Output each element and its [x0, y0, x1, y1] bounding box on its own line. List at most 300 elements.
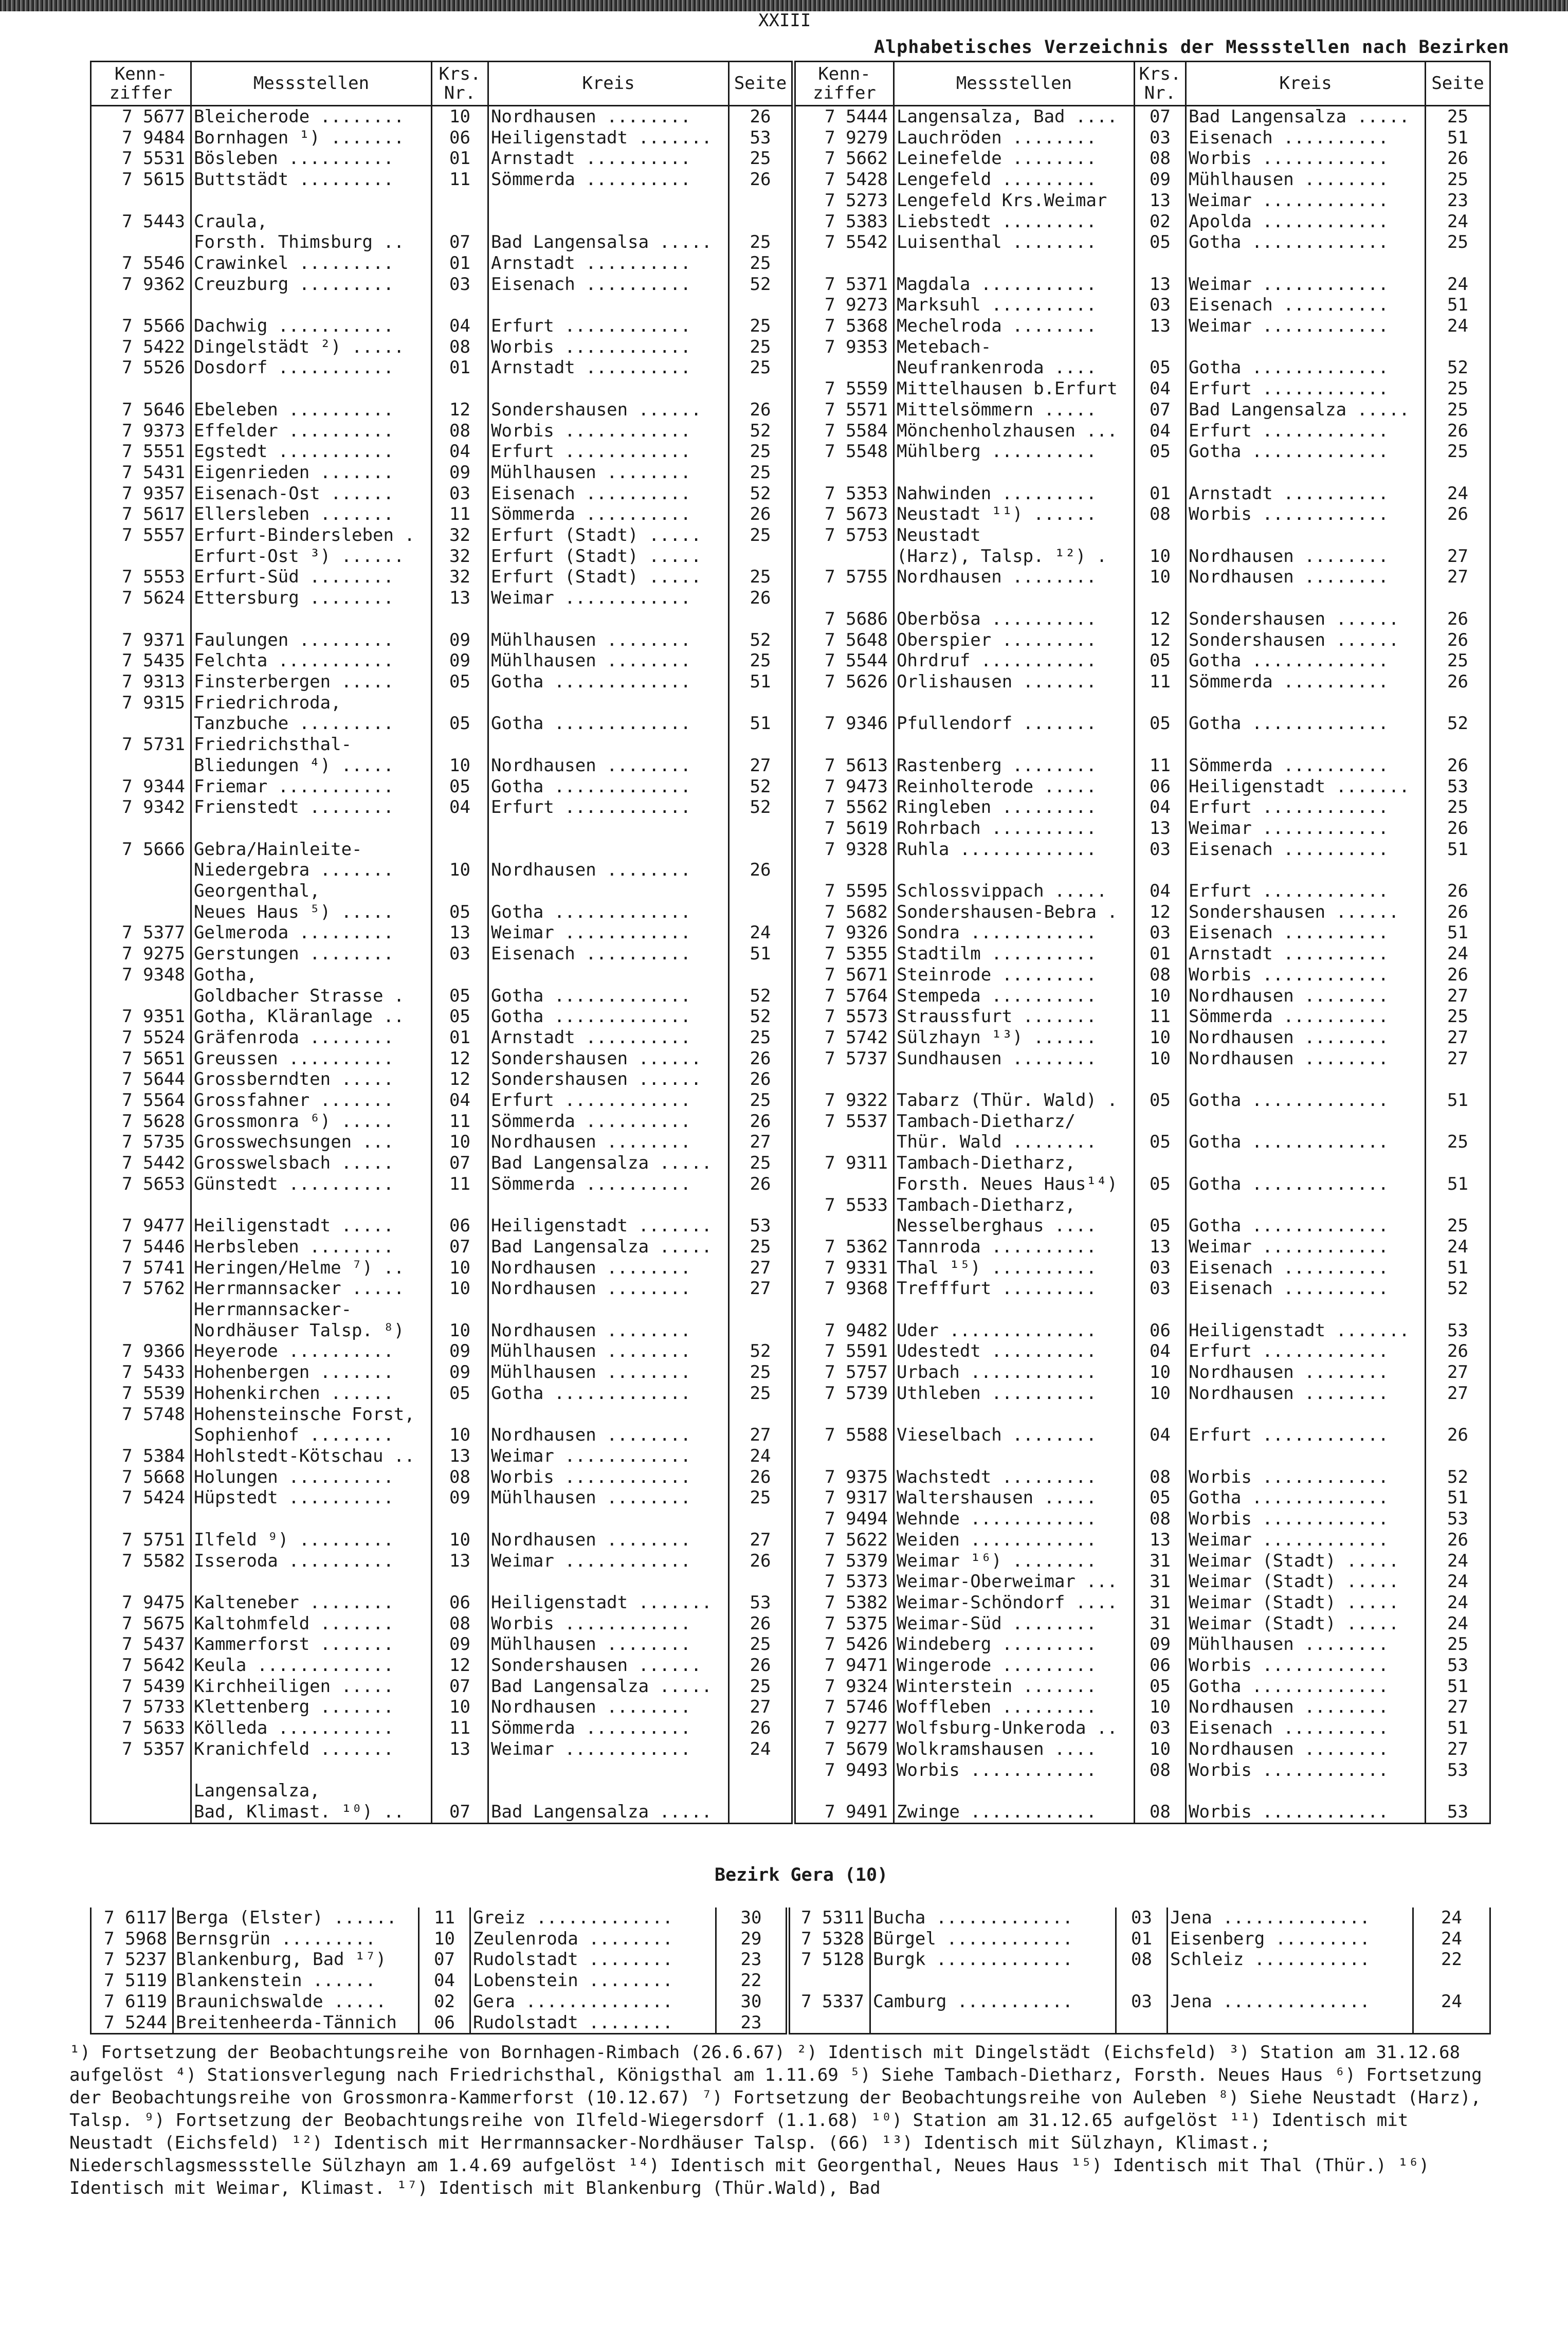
- station-right-kreis: [1186, 1299, 1426, 1320]
- station-right-seite: 53: [1426, 776, 1490, 797]
- station-row: [91, 1551, 1490, 1572]
- station-right-kennziffer: 7 5362: [794, 1237, 894, 1258]
- station-right-messstelle: Ruhla .............: [894, 839, 1135, 860]
- station-left-kennziffer: 7 9342: [91, 797, 191, 818]
- station-right-messstelle: Uthleben ..........: [894, 1383, 1135, 1404]
- station-left-krs-nr: [432, 211, 488, 232]
- station-right-kreis: Bad Langensalza .....: [1186, 399, 1426, 421]
- station-left-kreis: Nordhausen ........: [488, 106, 729, 128]
- station-right-kreis: Gotha .............: [1186, 441, 1426, 462]
- station-row: [91, 1634, 1490, 1655]
- station-left-messstelle: Nordhäuser Talsp. ⁸): [191, 1320, 432, 1341]
- station-left-kreis: Mühlhausen ........: [488, 1487, 729, 1509]
- station-left-kreis: [488, 1571, 729, 1592]
- station-right-krs-nr: 04: [1135, 1425, 1186, 1446]
- station-right-messstelle: Weimar-Oberweimar ...: [894, 1571, 1135, 1592]
- station-left-messstelle: Sophienhof ........: [191, 1425, 432, 1446]
- station-left-kreis: Weimar ............: [488, 1551, 729, 1572]
- station-right-messstelle: Thür. Wald ........: [894, 1132, 1135, 1153]
- footnotes: [69, 2041, 1499, 2200]
- station-row: [91, 1718, 1490, 1739]
- station-right-kreis: [1186, 1153, 1426, 1174]
- station-right-kennziffer: 7 5613: [794, 755, 894, 776]
- station-right-kennziffer: 7 5559: [794, 378, 894, 399]
- station-left-krs-nr: 11: [432, 1174, 488, 1195]
- station-right-kennziffer: 7 5648: [794, 630, 894, 651]
- station-left-krs-nr: [432, 1299, 488, 1320]
- station-left-kreis: Bad Langensalza .....: [488, 1153, 729, 1174]
- station-right-kennziffer: 7 9277: [794, 1718, 894, 1739]
- station-right-seite: 51: [1426, 295, 1490, 316]
- station-left-krs-nr: 05: [432, 902, 488, 923]
- station-left-krs-nr: 01: [432, 253, 488, 274]
- station-right-krs-nr: [1135, 1446, 1186, 1467]
- station-left-kreis: Worbis ............: [488, 421, 729, 442]
- station-left-krs-nr: [432, 839, 488, 860]
- station-left-seite: 25: [729, 567, 794, 588]
- station-left-kreis: Erfurt (Stadt) .....: [488, 546, 729, 567]
- station-right-kennziffer: [794, 588, 894, 609]
- station-right-seite: 27: [1426, 1362, 1490, 1383]
- station-right-messstelle: Stempeda ..........: [894, 986, 1135, 1007]
- station-right-seite: 24: [1426, 1613, 1490, 1634]
- station-left-seite: [729, 1760, 794, 1781]
- station-left-seite: 24: [729, 922, 794, 943]
- station-right-messstelle: Thal ¹⁵) ..........: [894, 1258, 1135, 1279]
- station-right-seite: 51: [1426, 1258, 1490, 1279]
- station-right-seite: 26: [1426, 630, 1490, 651]
- station-left-messstelle: Felchta ...........: [191, 650, 432, 671]
- station-left-messstelle: Kammerforst .......: [191, 1634, 432, 1655]
- station-left-seite: 51: [729, 713, 794, 734]
- bezirk-gera-heading: Bezirk Gera (10): [715, 1865, 888, 1885]
- station-right-messstelle: Nahwinden .........: [894, 483, 1135, 504]
- gera-table: [90, 1907, 1491, 2034]
- gera-left-seite: 30: [716, 1907, 788, 1929]
- station-row: [91, 1760, 1490, 1781]
- station-right-messstelle: Wachstedt .........: [894, 1467, 1135, 1488]
- station-left-kreis: Mühlhausen ........: [488, 1341, 729, 1362]
- page-number: XXIII: [758, 10, 811, 31]
- gera-left-kennziffer: 7 5968: [91, 1929, 173, 1950]
- station-right-messstelle: [894, 588, 1135, 609]
- station-left-kennziffer: 7 9371: [91, 630, 191, 651]
- station-left-messstelle: Creuzburg .........: [191, 274, 432, 295]
- station-right-kennziffer: 7 5371: [794, 274, 894, 295]
- station-left-seite: 25: [729, 1383, 794, 1404]
- station-right-seite: 51: [1426, 839, 1490, 860]
- station-row: [91, 169, 1490, 190]
- station-left-messstelle: Kirchheiligen .....: [191, 1676, 432, 1697]
- station-right-kreis: Erfurt ............: [1186, 378, 1426, 399]
- station-row: [91, 1132, 1490, 1153]
- station-left-kreis: Weimar ............: [488, 1739, 729, 1760]
- station-right-messstelle: Mühlberg ..........: [894, 441, 1135, 462]
- station-right-kennziffer: 7 9346: [794, 713, 894, 734]
- station-left-messstelle: Neues Haus ⁵) .....: [191, 902, 432, 923]
- station-row: [91, 1278, 1490, 1299]
- station-right-messstelle: Wingerode .........: [894, 1655, 1135, 1676]
- station-right-kreis: [1186, 1780, 1426, 1802]
- gera-left-krs-nr: 04: [419, 1970, 470, 1991]
- station-right-kreis: Gotha .............: [1186, 1132, 1426, 1153]
- station-left-kennziffer: [91, 881, 191, 902]
- station-left-messstelle: Ellersleben .......: [191, 504, 432, 525]
- header-krs-left: Krs. Nr.: [432, 62, 488, 106]
- station-right-krs-nr: [1135, 693, 1186, 714]
- station-left-seite: [729, 839, 794, 860]
- station-left-messstelle: Gotha,: [191, 965, 432, 986]
- station-right-seite: 25: [1426, 232, 1490, 253]
- station-right-seite: 26: [1426, 902, 1490, 923]
- station-left-seite: 26: [729, 399, 794, 421]
- station-right-kennziffer: 7 5626: [794, 671, 894, 693]
- station-row: [91, 986, 1490, 1007]
- station-right-krs-nr: [1135, 588, 1186, 609]
- header-kennziffer-right: Kenn-ziffer: [794, 62, 894, 106]
- station-row: [91, 106, 1490, 128]
- station-left-kreis: Nordhausen ........: [488, 1697, 729, 1718]
- station-left-kreis: Eisenach ..........: [488, 483, 729, 504]
- station-right-messstelle: Lauchröden ........: [894, 128, 1135, 149]
- station-right-kreis: [1186, 462, 1426, 483]
- station-right-messstelle: Reinholterode .....: [894, 776, 1135, 797]
- station-left-seite: 25: [729, 1237, 794, 1258]
- station-left-krs-nr: 10: [432, 1320, 488, 1341]
- station-left-kennziffer: 7 5624: [91, 588, 191, 609]
- station-left-kreis: [488, 1509, 729, 1530]
- station-left-krs-nr: 10: [432, 1132, 488, 1153]
- gera-left-kennziffer: 7 5244: [91, 2012, 173, 2034]
- station-row: [91, 1258, 1490, 1279]
- gera-left-messstelle: Braunichswalde .....: [173, 1991, 419, 2012]
- station-row: [91, 902, 1490, 923]
- station-right-krs-nr: 10: [1135, 1027, 1186, 1048]
- gera-right-kreis: Jena ..............: [1168, 1991, 1413, 2012]
- station-right-messstelle: Oberspier .........: [894, 630, 1135, 651]
- station-right-seite: 53: [1426, 1802, 1490, 1823]
- station-right-messstelle: Woffleben .........: [894, 1697, 1135, 1718]
- station-right-krs-nr: [1135, 1299, 1186, 1320]
- station-right-kreis: Erfurt ............: [1186, 421, 1426, 442]
- station-right-messstelle: Weiden ............: [894, 1530, 1135, 1551]
- station-right-kennziffer: 7 5619: [794, 818, 894, 839]
- station-left-seite: 26: [729, 588, 794, 609]
- station-left-messstelle: Bliedungen ⁴) .....: [191, 755, 432, 776]
- station-left-kennziffer: 7 5666: [91, 839, 191, 860]
- station-left-krs-nr: 10: [432, 1425, 488, 1446]
- station-row: [91, 441, 1490, 462]
- station-right-kreis: Gotha .............: [1186, 232, 1426, 253]
- station-right-messstelle: Sondershausen-Bebra .: [894, 902, 1135, 923]
- station-row: [91, 421, 1490, 442]
- station-right-seite: 52: [1426, 357, 1490, 378]
- station-row: [91, 693, 1490, 714]
- station-right-kreis: Nordhausen ........: [1186, 1383, 1426, 1404]
- station-left-seite: 26: [729, 504, 794, 525]
- station-left-krs-nr: [432, 734, 488, 755]
- station-row: [91, 1195, 1490, 1216]
- station-right-krs-nr: 06: [1135, 1655, 1186, 1676]
- gera-left-kreis: Rudolstadt ........: [470, 2012, 716, 2034]
- station-left-kennziffer: 7 9373: [91, 421, 191, 442]
- station-row: [91, 1697, 1490, 1718]
- station-row: [91, 295, 1490, 316]
- station-right-krs-nr: [1135, 860, 1186, 881]
- station-right-kreis: [1186, 253, 1426, 274]
- station-right-kennziffer: 7 5671: [794, 965, 894, 986]
- station-left-kennziffer: 7 5668: [91, 1467, 191, 1488]
- footnote: ⁸) Siehe Neustadt (Harz), Talsp.: [69, 2087, 1482, 2131]
- station-row: [91, 1425, 1490, 1446]
- station-left-seite: 26: [729, 1551, 794, 1572]
- station-left-messstelle: Ilfeld ⁹) .........: [191, 1530, 432, 1551]
- station-left-messstelle: Ebeleben ..........: [191, 399, 432, 421]
- station-right-seite: 26: [1426, 818, 1490, 839]
- station-right-kennziffer: 7 9375: [794, 1467, 894, 1488]
- station-left-kennziffer: 7 5422: [91, 337, 191, 358]
- station-left-krs-nr: [432, 1509, 488, 1530]
- station-left-seite: 25: [729, 650, 794, 671]
- station-right-messstelle: [894, 462, 1135, 483]
- gera-right-kennziffer: 7 5337: [788, 1991, 870, 2012]
- station-right-kennziffer: 7 5428: [794, 169, 894, 190]
- station-left-kennziffer: 7 5431: [91, 462, 191, 483]
- station-left-messstelle: Dosdorf ...........: [191, 357, 432, 378]
- station-right-krs-nr: 01: [1135, 943, 1186, 965]
- station-left-kennziffer: 7 5531: [91, 148, 191, 169]
- station-right-krs-nr: [1135, 1153, 1186, 1174]
- station-right-kreis: Sömmerda ..........: [1186, 1006, 1426, 1027]
- gera-right-seite: 24: [1413, 1991, 1490, 2012]
- station-right-kennziffer: 7 9471: [794, 1655, 894, 1676]
- station-left-seite: 25: [729, 462, 794, 483]
- station-right-messstelle: Mönchenholzhausen ...: [894, 421, 1135, 442]
- gera-right-kreis: Schleiz ...........: [1168, 1949, 1413, 1970]
- station-left-messstelle: Gebra/Hainleite-: [191, 839, 432, 860]
- station-right-krs-nr: 05: [1135, 441, 1186, 462]
- station-left-kreis: Erfurt ............: [488, 797, 729, 818]
- station-right-kreis: [1186, 1446, 1426, 1467]
- station-left-seite: 52: [729, 1006, 794, 1027]
- station-left-krs-nr: 09: [432, 650, 488, 671]
- header-krs-right: Krs. Nr.: [1135, 62, 1186, 106]
- station-right-kennziffer: [794, 1404, 894, 1425]
- station-left-krs-nr: 10: [432, 755, 488, 776]
- gera-left-messstelle: Blankenburg, Bad ¹⁷): [173, 1949, 419, 1970]
- station-right-seite: [1426, 1299, 1490, 1320]
- station-row: [91, 211, 1490, 232]
- station-right-seite: [1426, 337, 1490, 358]
- station-left-kreis: Nordhausen ........: [488, 1258, 729, 1279]
- station-left-seite: [729, 1509, 794, 1530]
- station-left-seite: 25: [729, 1362, 794, 1383]
- station-left-krs-nr: [432, 609, 488, 630]
- station-left-kreis: Erfurt (Stadt) .....: [488, 567, 729, 588]
- station-left-krs-nr: 13: [432, 1446, 488, 1467]
- station-left-messstelle: Langensalza,: [191, 1780, 432, 1802]
- gera-right-kennziffer: [788, 2012, 870, 2034]
- page-title: Alphabetisches Verzeichnis der Messstellen nach Bezirken: [874, 37, 1510, 58]
- station-left-messstelle: Bornhagen ¹) .......: [191, 128, 432, 149]
- station-left-kennziffer: 7 9344: [91, 776, 191, 797]
- station-left-krs-nr: 03: [432, 274, 488, 295]
- station-right-kreis: Heiligenstadt .......: [1186, 1320, 1426, 1341]
- station-right-messstelle: Marksuhl ..........: [894, 295, 1135, 316]
- station-right-krs-nr: 09: [1135, 169, 1186, 190]
- station-right-kreis: Weimar (Stadt) .....: [1186, 1571, 1426, 1592]
- station-right-kennziffer: 7 9311: [794, 1153, 894, 1174]
- station-right-kennziffer: 7 5764: [794, 986, 894, 1007]
- station-left-seite: [729, 378, 794, 399]
- station-right-messstelle: Ringleben .........: [894, 797, 1135, 818]
- station-row: [91, 797, 1490, 818]
- station-left-kennziffer: 7 9315: [91, 693, 191, 714]
- station-right-seite: 27: [1426, 1697, 1490, 1718]
- station-left-seite: 25: [729, 1027, 794, 1048]
- station-right-seite: 26: [1426, 421, 1490, 442]
- station-row: [91, 630, 1490, 651]
- station-right-kreis: Sömmerda ..........: [1186, 755, 1426, 776]
- station-right-kennziffer: [794, 1174, 894, 1195]
- station-right-kreis: [1186, 734, 1426, 755]
- gera-right-seite: 22: [1413, 1949, 1490, 1970]
- station-left-kreis: Arnstadt ..........: [488, 253, 729, 274]
- scan-edge-artifact: [0, 0, 1568, 11]
- station-left-kennziffer: [91, 1195, 191, 1216]
- station-left-kreis: [488, 211, 729, 232]
- station-right-messstelle: Weimar ¹⁶) ........: [894, 1551, 1135, 1572]
- station-right-seite: [1426, 588, 1490, 609]
- station-left-seite: 53: [729, 128, 794, 149]
- gera-left-kreis: Greiz .............: [470, 1907, 716, 1929]
- station-left-seite: 51: [729, 671, 794, 693]
- footnote: ⁶) Fortsetzung der Beobachtungsreihe von Grossmonra-Kammerforst (10.12.67): [69, 2065, 1482, 2108]
- station-right-krs-nr: 04: [1135, 378, 1186, 399]
- station-right-kennziffer: 7 5426: [794, 1634, 894, 1655]
- station-row: [91, 1174, 1490, 1195]
- station-right-messstelle: Lengefeld Krs.Weimar: [894, 190, 1135, 211]
- station-left-seite: 52: [729, 1341, 794, 1362]
- station-right-krs-nr: 10: [1135, 1383, 1186, 1404]
- station-right-seite: 53: [1426, 1320, 1490, 1341]
- station-right-messstelle: Vieselbach ........: [894, 1425, 1135, 1446]
- station-right-kennziffer: 7 5737: [794, 1048, 894, 1069]
- station-left-krs-nr: 04: [432, 441, 488, 462]
- station-left-messstelle: Eisenach-Ost ......: [191, 483, 432, 504]
- station-left-krs-nr: 11: [432, 1718, 488, 1739]
- footnote: ⁹) Fortsetzung der Beobachtungsreihe von Ilfeld-Wiegersdorf (1.1.68): [143, 2110, 860, 2131]
- station-right-krs-nr: 03: [1135, 128, 1186, 149]
- station-right-kennziffer: [794, 860, 894, 881]
- station-right-kreis: Erfurt ............: [1186, 1341, 1426, 1362]
- station-right-seite: [1426, 1069, 1490, 1090]
- station-left-kennziffer: 7 5439: [91, 1676, 191, 1697]
- station-right-kennziffer: 7 5562: [794, 797, 894, 818]
- station-right-kreis: Eisenach ..........: [1186, 1718, 1426, 1739]
- gera-right-messstelle: Burgk .............: [870, 1949, 1116, 1970]
- station-left-krs-nr: 05: [432, 713, 488, 734]
- station-right-kennziffer: 7 9331: [794, 1258, 894, 1279]
- station-right-krs-nr: 31: [1135, 1551, 1186, 1572]
- station-right-krs-nr: 11: [1135, 755, 1186, 776]
- station-right-krs-nr: 03: [1135, 1258, 1186, 1279]
- station-right-messstelle: Mechelroda ........: [894, 316, 1135, 337]
- station-right-seite: [1426, 693, 1490, 714]
- station-left-kennziffer: [91, 1320, 191, 1341]
- station-right-kreis: [1186, 1404, 1426, 1425]
- station-row: [91, 881, 1490, 902]
- station-right-kreis: Worbis ............: [1186, 1760, 1426, 1781]
- station-right-kennziffer: 7 9326: [794, 922, 894, 943]
- station-right-seite: 52: [1426, 1278, 1490, 1299]
- station-right-messstelle: Orlishausen .......: [894, 671, 1135, 693]
- station-left-seite: [729, 902, 794, 923]
- station-right-krs-nr: 12: [1135, 609, 1186, 630]
- station-right-kreis: Nordhausen ........: [1186, 1739, 1426, 1760]
- station-right-krs-nr: 07: [1135, 106, 1186, 128]
- station-right-messstelle: Waltershausen .....: [894, 1487, 1135, 1509]
- gera-right-krs-nr: [1116, 1970, 1168, 1991]
- station-right-seite: 26: [1426, 504, 1490, 525]
- station-right-kreis: Bad Langensalza .....: [1186, 106, 1426, 128]
- station-right-krs-nr: 05: [1135, 1215, 1186, 1237]
- station-right-seite: 24: [1426, 274, 1490, 295]
- station-left-messstelle: Bad, Klimast. ¹⁰) ..: [191, 1802, 432, 1823]
- station-left-messstelle: Faulungen .........: [191, 630, 432, 651]
- station-right-messstelle: [894, 1299, 1135, 1320]
- station-right-messstelle: Rastenberg ........: [894, 755, 1135, 776]
- station-right-kennziffer: 7 9473: [794, 776, 894, 797]
- station-right-messstelle: Windeberg .........: [894, 1634, 1135, 1655]
- station-left-krs-nr: 13: [432, 588, 488, 609]
- station-left-krs-nr: 05: [432, 1383, 488, 1404]
- station-left-messstelle: Ettersburg ........: [191, 588, 432, 609]
- station-right-kennziffer: [794, 357, 894, 378]
- station-right-kreis: Gotha .............: [1186, 650, 1426, 671]
- station-row: [91, 1299, 1490, 1320]
- station-left-messstelle: Effelder ..........: [191, 421, 432, 442]
- station-right-messstelle: Rohrbach ..........: [894, 818, 1135, 839]
- station-left-kennziffer: 7 5526: [91, 357, 191, 378]
- station-right-messstelle: Sundhausen ........: [894, 1048, 1135, 1069]
- station-left-kennziffer: 7 5628: [91, 1111, 191, 1132]
- gera-left-krs-nr: 02: [419, 1991, 470, 2012]
- station-right-seite: [1426, 1446, 1490, 1467]
- station-left-kennziffer: 7 5557: [91, 525, 191, 546]
- station-right-kreis: Nordhausen ........: [1186, 1027, 1426, 1048]
- station-row: [91, 378, 1490, 399]
- station-left-kennziffer: 7 5646: [91, 399, 191, 421]
- station-row: [91, 1090, 1490, 1111]
- station-left-seite: [729, 609, 794, 630]
- station-row: [91, 148, 1490, 169]
- station-right-kennziffer: 7 9328: [794, 839, 894, 860]
- station-left-kreis: Arnstadt ..........: [488, 357, 729, 378]
- station-right-kreis: Sömmerda ..........: [1186, 671, 1426, 693]
- station-right-krs-nr: [1135, 337, 1186, 358]
- station-right-kennziffer: [794, 1780, 894, 1802]
- station-left-seite: [729, 546, 794, 567]
- station-right-kreis: Weimar ............: [1186, 274, 1426, 295]
- station-left-kennziffer: [91, 713, 191, 734]
- station-left-seite: 27: [729, 1530, 794, 1551]
- station-left-krs-nr: 08: [432, 1613, 488, 1634]
- station-left-seite: 52: [729, 421, 794, 442]
- station-left-kreis: Nordhausen ........: [488, 860, 729, 881]
- station-right-krs-nr: 08: [1135, 1467, 1186, 1488]
- station-left-krs-nr: 13: [432, 922, 488, 943]
